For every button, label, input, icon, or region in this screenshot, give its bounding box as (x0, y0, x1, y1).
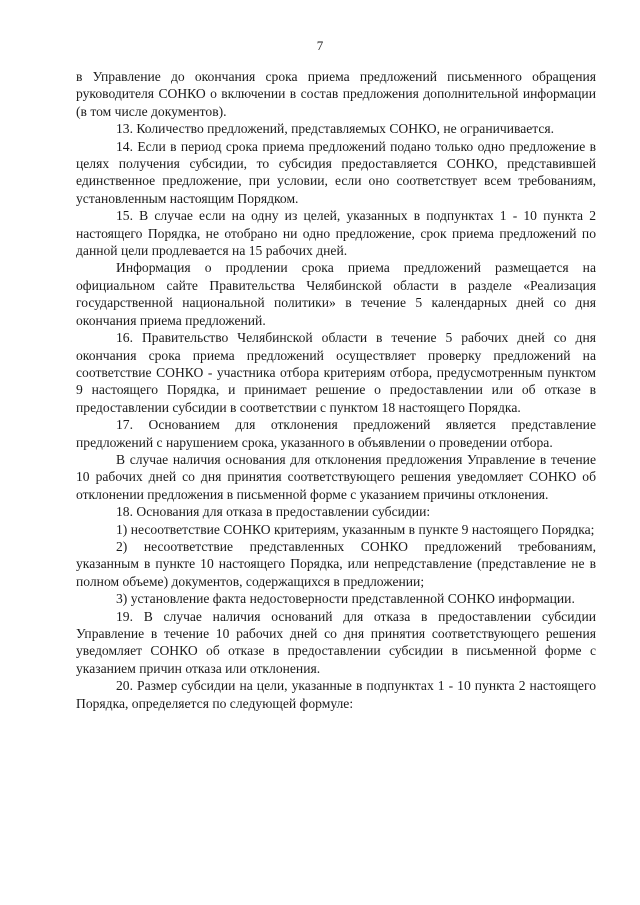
paragraph: 20. Размер субсидии на цели, указанные в подпунктах 1 - 10 пункта 2 настоящего Порядка, определяется по следующей формуле: (76, 678, 596, 711)
paragraph: 1) несоответствие СОНКО критериям, указанным в пункте 9 настоящего Порядка; (116, 521, 595, 537)
paragraph: 14. Если в период срока приема предложений подано только одно предложение в целях получения субсидии, то субсидия предоставляется СОНКО, представившей единственное предложение, при условии, если оно соответствует всем требованиям, установленным настоящим Порядком. (76, 138, 596, 206)
paragraph: 19. В случае наличия оснований для отказа в предоставлении субсидии Управление в течение 10 рабочих дней со дня принятия соответствующего решения уведомляет СОНКО об отказе в предоставлении субсидии в письменной форме с указанием причин отказа или отклонения. (76, 608, 596, 676)
paragraph: 16. Правительство Челябинской области в течение 5 рабочих дней со дня окончания срока приема предложений осуществляет проверку предложений на соответствие СОНКО - участника отбора критериям отбора, предусмотренным пунктом 9 настоящего Порядка, и принимает решение о предоставлении или об отказе в предоставлении субсидии в соответствии с пунктом 18 настоящего Порядка. (76, 330, 596, 415)
paragraph: 15. В случае если на одну из целей, указанных в подпунктах 1 - 10 пункта 2 настоящего Порядка, не отобрано ни одно предложение, срок приема предложений по данной цели продлевается на 15 рабочих дней. (76, 208, 596, 259)
paragraph: 3) установление факта недостоверности представленной СОНКО информации. (116, 591, 575, 607)
document-body (76, 68, 596, 712)
paragraph: В случае наличия основания для отклонения предложения Управление в течение 10 рабочих дней со дня принятия соответствующего решения уведомляет СОНКО об отклонении предложения в письменной форме с указанием причины отклонения. (76, 451, 596, 502)
paragraph: 17. Основанием для отклонения предложений является представление предложений с нарушением срока, указанного в объявлении о проведении отбора. (76, 417, 596, 450)
paragraph: Информация о продлении срока приема предложений размещается на официальном сайте Правительства Челябинской области в разделе «Реализация государственной национальной политики» в течение 5 календарных дней со дня окончания приема предложений. (76, 260, 596, 328)
paragraph: 13. Количество предложений, представляемых СОНКО, не ограничивается. (116, 121, 555, 137)
page-number: 7 (316, 38, 324, 53)
paragraph: 2) несоответствие представленных СОНКО предложений требованиям, указанным в пункте 10 настоящего Порядка, или непредставление (представление не в полном объеме) документов, содержащихся в предложении; (76, 538, 596, 589)
paragraph: в Управление до окончания срока приема предложений письменного обращения руководителя СОНКО о включении в состав предложения дополнительной информации (в том числе документов). (76, 69, 596, 119)
paragraph: 18. Основания для отказа в предоставлении субсидии: (116, 504, 431, 520)
